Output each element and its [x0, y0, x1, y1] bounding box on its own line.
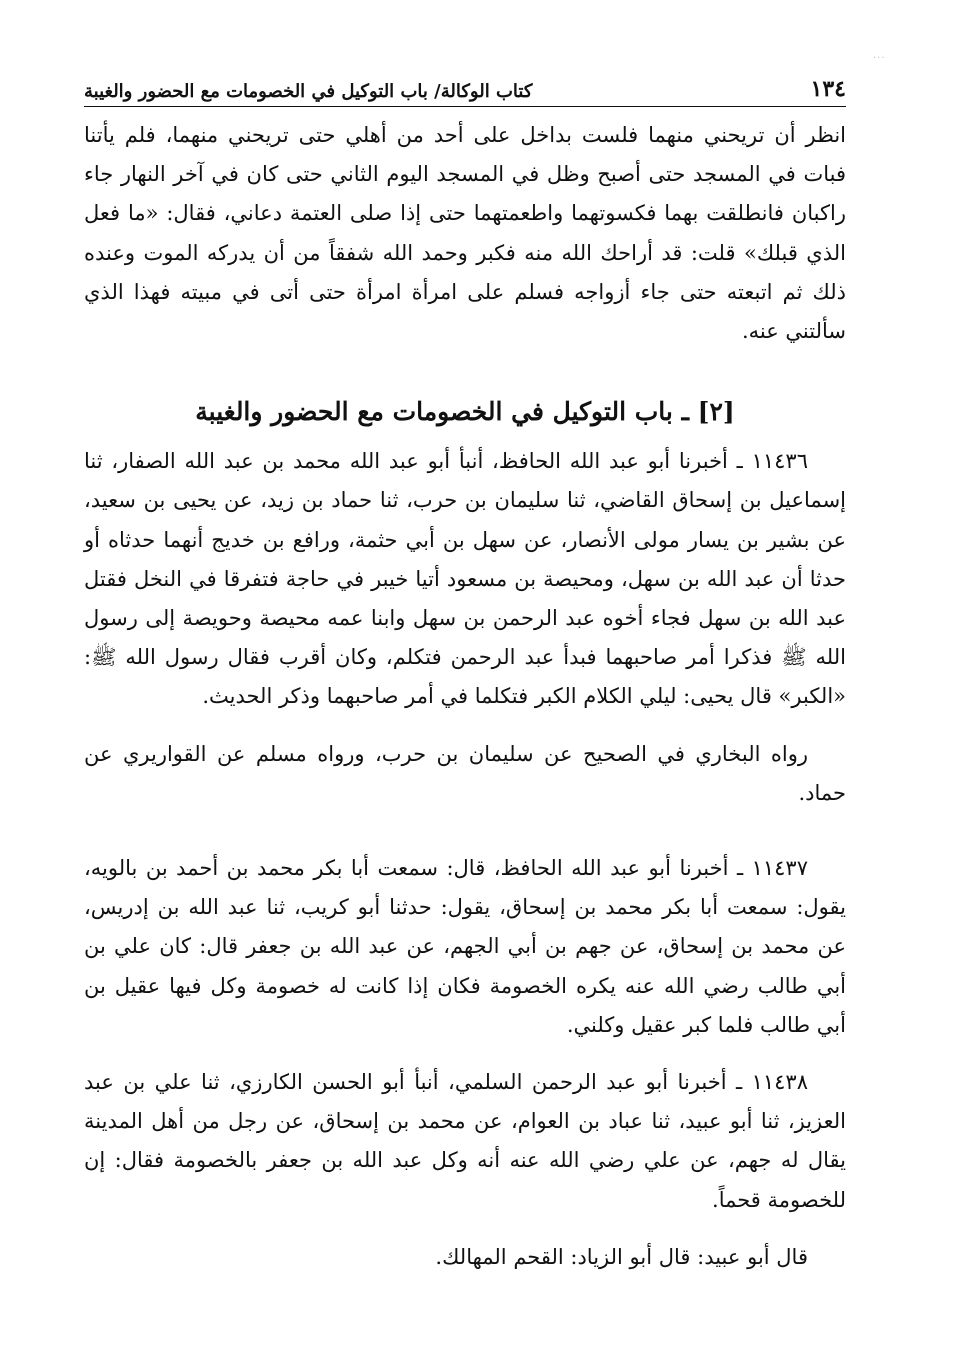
page [84, 0, 846, 1366]
paragraph-abu-ubayd: قال أبو عبيد: قال أبو الزياد: القحم المهالك. [435, 1244, 808, 1269]
paragraph-riwayah: رواه البخاري في الصحيح عن سليمان بن حرب، ورواه مسلم عن القواريري عن حماد. [84, 741, 846, 805]
hadith-11438: ١١٤٣٨ ـ أخبرنا أبو عبد الرحمن السلمي، أنبأ أبو الحسن الكارزي، ثنا علي بن عبد العزيز، ثنا أبو عبيد، ثنا عباد بن العوام، عن محمد بن إسحاق، عن رجل من أهل المدينة يقال له جهم، عن علي رضي الله عنه أنه وكل عبد الله بن جعفر بالخصومة فقال: إن للخصومة قحماً. [84, 1070, 846, 1212]
section-title: [٢] ـ باب التوكيل في الخصومات مع الحضور والغيبة [195, 397, 735, 427]
paragraph-continuation: انظر أن تريحني منهما فلست بداخل على أحد من أهلي حتى تريحني منهما، فلم يأتنا فبات في المسجد حتى أصبح وظل في المسجد اليوم الثاني حتى كان في آخر النهار جاء راكبان فانطلقت بهما فكسوتهما واطعمتهما حتى إذا صلى العتمة دعاني، فقال: «ما فعل الذي قبلك» قلت: قد أراحك الله منه فكبر وحمد الله شفقاً من أن يدركه الموت وعنده ذلك ثم اتبعته حتى جاء أزواجه فسلم على امرأة امرأة حتى أتى في مبيته فهذا الذي سألتني عنه. [84, 123, 846, 344]
running-header [84, 62, 846, 107]
hadith-11436: ١١٤٣٦ ـ أخبرنا أبو عبد الله الحافظ، أنبأ أبو عبد الله محمد بن عبد الله الصفار، ثنا إسماعيل بن إسحاق القاضي، ثنا سليمان بن حرب، ثنا حماد بن زيد، عن يحيى بن سعيد، عن بشير بن يسار مولى الأنصار، عن سهل بن أبي حثمة، ورافع بن خديج أنهما حدثاه أو حدثا أن عبد الله بن سهل، ومحيصة بن مسعود أتيا خيبر في حاجة فتفرقا في النخل فقتل عبد الله بن سهل فجاء أخوه عبد الرحمن بن سهل وابنا عمه محيصة وحويصة إلى رسول الله ﷺ فذكرا أمر صاحبهما فبدأ عبد الرحمن فتكلم، وكان أقرب فقال رسول الله ﷺ: «الكبر» قال يحيى: ليلي الكلام الكبر فتكلما في أمر صاحبهما وذكر الحديث. [84, 449, 846, 709]
hadith-11437: ١١٤٣٧ ـ أخبرنا أبو عبد الله الحافظ، قال: سمعت أبا بكر محمد بن أحمد بن بالويه، يقول: سمعت أبا بكر محمد بن إسحاق، يقول: حدثنا أبو كريب، ثنا عبد الله بن إدريس، عن محمد بن إسحاق، عن جهم بن أبي الجهم، عن عبد الله بن جعفر قال: كان علي بن أبي طالب رضي الله عنه يكره الخصومة فكان إذا كانت له خصومة وكل فيها عقيل بن أبي طالب فلما كبر عقيل وكلني. [84, 856, 846, 1037]
running-title: كتاب الوكالة/ باب التوكيل في الخصومات مع الحضور والغيبة [84, 81, 533, 102]
page-body [84, 116, 846, 1277]
page-number: ١٣٤ [810, 76, 846, 102]
corner-dots: ··· [873, 53, 886, 64]
